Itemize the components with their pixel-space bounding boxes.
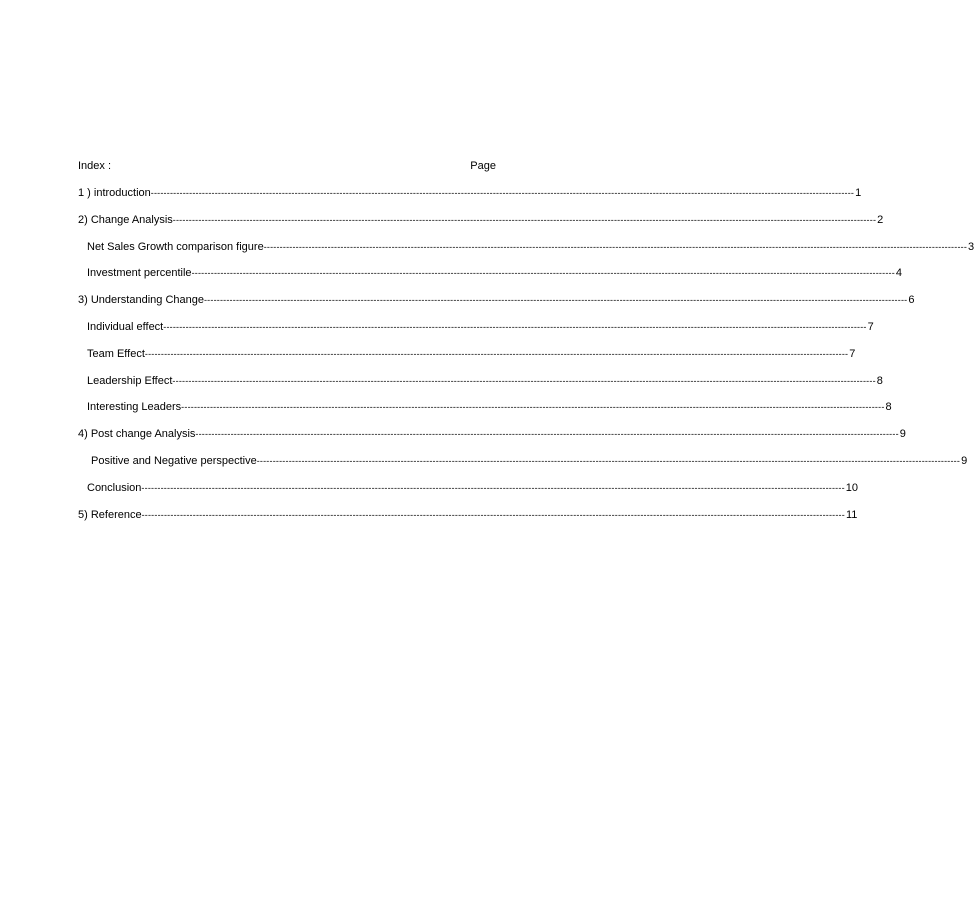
toc-entry	[78, 212, 884, 228]
toc-dot-leader: ----------------------------------------------------------------------------------------------------------------------------------------------------------------------------------------------------------------------------	[195, 429, 899, 439]
toc-entry-page-number: 6	[908, 294, 915, 306]
index-title: Index :	[78, 160, 112, 172]
toc-entry-label: Team Effect	[87, 348, 145, 360]
toc-entry	[87, 399, 892, 415]
toc-dot-leader: ----------------------------------------------------------------------------------------------------------------------------------------------------------------------------------------------------------------------------	[256, 456, 961, 466]
toc-entry-page-number: 8	[885, 401, 892, 413]
toc-dot-leader: ----------------------------------------------------------------------------------------------------------------------------------------------------------------------------------------------------------------------------	[263, 242, 968, 252]
toc-entry-label: 2) Change Analysis	[78, 214, 173, 226]
toc-entry-page-number: 3	[968, 241, 974, 253]
page-column-title: Page	[470, 160, 496, 172]
toc-entry-label: Interesting Leaders	[87, 401, 182, 413]
toc-entry-page-number: 10	[845, 482, 859, 494]
toc-dot-leader: ----------------------------------------------------------------------------------------------------------------------------------------------------------------------------------------------------------------------------	[141, 510, 845, 520]
toc-entry-page-number: 7	[867, 321, 874, 333]
toc-entry	[87, 480, 859, 496]
toc-dot-leader: ----------------------------------------------------------------------------------------------------------------------------------------------------------------------------------------------------------------------------	[203, 295, 908, 305]
toc-entry-page-number: 1	[855, 187, 862, 199]
toc-dot-leader: ----------------------------------------------------------------------------------------------------------------------------------------------------------------------------------------------------------------------------	[150, 188, 855, 198]
toc-entry-label: Conclusion	[87, 482, 142, 494]
toc-dot-leader: ----------------------------------------------------------------------------------------------------------------------------------------------------------------------------------------------------------------------------	[141, 483, 845, 493]
toc-dot-leader: ----------------------------------------------------------------------------------------------------------------------------------------------------------------------------------------------------------------------------	[191, 268, 895, 278]
toc-dot-leader: ----------------------------------------------------------------------------------------------------------------------------------------------------------------------------------------------------------------------------	[172, 376, 876, 386]
toc-entry-page-number: 11	[845, 509, 858, 521]
toc-entry	[87, 373, 883, 389]
toc-entry-label: Net Sales Growth comparison figure	[87, 241, 264, 253]
toc-entry	[87, 265, 903, 281]
toc-entry	[87, 319, 874, 335]
toc-entry-page-number: 9	[961, 455, 968, 467]
toc-entry	[87, 346, 856, 362]
toc-entry-label: 3) Understanding Change	[78, 294, 204, 306]
toc-entry-label: Individual effect	[87, 321, 164, 333]
toc-entry	[91, 453, 968, 469]
toc-entry	[78, 292, 915, 308]
toc-entry-page-number: 9	[899, 428, 906, 440]
toc-entry-page-number: 4	[895, 267, 903, 279]
toc-dot-leader: ----------------------------------------------------------------------------------------------------------------------------------------------------------------------------------------------------------------------------	[144, 349, 849, 359]
toc-entry	[78, 426, 906, 442]
toc-dot-leader: ----------------------------------------------------------------------------------------------------------------------------------------------------------------------------------------------------------------------------	[181, 402, 885, 412]
toc-entry	[78, 185, 862, 201]
toc-entry	[78, 507, 858, 523]
toc-entry-label: 1 ) introduction	[78, 187, 151, 199]
toc-entry-page-number: 7	[849, 348, 856, 360]
toc-entry-label: Investment percentile	[87, 267, 192, 279]
toc-dot-leader: ----------------------------------------------------------------------------------------------------------------------------------------------------------------------------------------------------------------------------	[163, 322, 867, 332]
toc-entry-label: Positive and Negative perspective	[91, 455, 257, 467]
toc-entry-label: 5) Reference	[78, 509, 142, 521]
toc-entry-page-number: 8	[876, 375, 883, 387]
toc-entry-page-number: 2	[877, 214, 884, 226]
toc-entry	[87, 239, 974, 255]
toc-dot-leader: ----------------------------------------------------------------------------------------------------------------------------------------------------------------------------------------------------------------------------	[172, 215, 877, 225]
toc-entry-label: 4) Post change Analysis	[78, 428, 196, 440]
toc-entry-label: Leadership Effect	[87, 375, 173, 387]
